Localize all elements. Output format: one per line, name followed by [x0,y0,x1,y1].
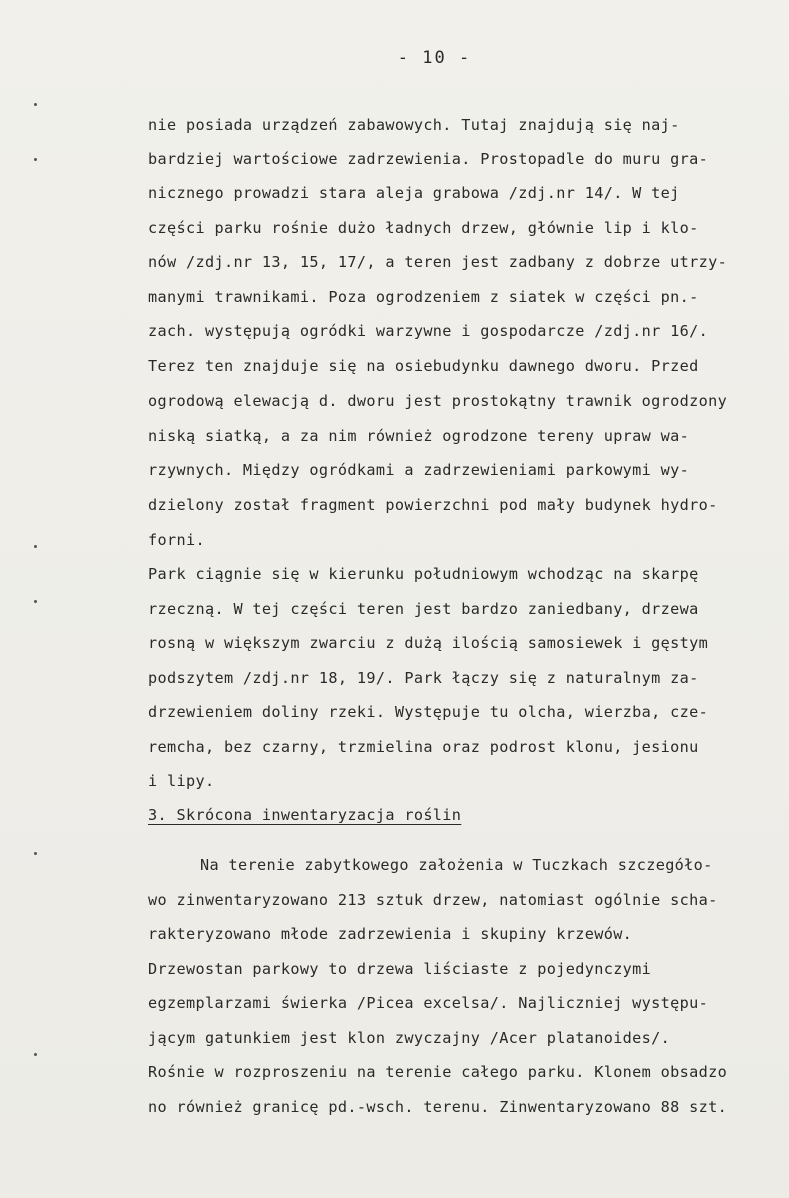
text-line: forni. [148,531,205,549]
text-line: manymi trawnikami. Poza ogrodzeniem z siatek w części pn.- [148,288,699,306]
text-line: bardziej wartościowe zadrzewienia. Prostopadle do muru gra- [148,150,709,168]
text-line: podszytem /zdj.nr 18, 19/. Park łączy się z naturalnym za- [148,669,699,687]
text-line: drzewieniem doliny rzeki. Występuje tu olcha, wierzba, cze- [148,703,709,721]
text-line: egzemplarzami świerka /Picea excelsa/. Najliczniej występu- [148,994,709,1012]
text-line: dzielony został fragment powierzchni pod mały budynek hydro- [148,496,718,514]
text-line: i lipy. [148,772,215,790]
margin-mark [34,103,37,106]
text-line: Rośnie w rozproszeniu na terenie całego parku. Klonem obsadzo [148,1063,728,1081]
margin-mark [34,545,37,548]
text-line: Drzewostan parkowy to drzewa liściaste z pojedynczymi [148,960,652,978]
text-line: nie posiada urządzeń zabawowych. Tutaj znajdują się naj- [148,116,680,134]
text-line: wo zinwentaryzowano 213 sztuk drzew, natomiast ogólnie scha- [148,891,718,909]
section-heading: 3. Skrócona inwentaryzacja roślin [148,806,462,824]
margin-mark [34,852,37,855]
text-line: rzeczną. W tej części teren jest bardzo zaniedbany, drzewa [148,600,699,618]
text-line: no również granicę pd.-wsch. terenu. Zinwentaryzowano 88 szt. [148,1098,728,1116]
text-line: jącym gatunkiem jest klon zwyczajny /Acer platanoides/. [148,1029,671,1047]
text-line: Park ciągnie się w kierunku południowym wchodząc na skarpę [148,565,699,583]
margin-mark [34,600,37,603]
text-line: Terez ten znajduje się na osiebudynku dawnego dworu. Przed [148,357,699,375]
text-line: remcha, bez czarny, trzmielina oraz podrost klonu, jesionu [148,738,699,756]
text-line: części parku rośnie dużo ładnych drzew, głównie lip i klo- [148,219,699,237]
text-line: ogrodową elewacją d. dworu jest prostokątny trawnik ogrodzony [148,392,728,410]
text-line: rakteryzowano młode zadrzewienia i skupiny krzewów. [148,925,633,943]
text-line: niską siatką, a za nim również ogrodzone tereny upraw wa- [148,427,690,445]
text-line: nów /zdj.nr 13, 15, 17/, a teren jest zadbany z dobrze utrzy- [148,253,728,271]
text-line: nicznego prowadzi stara aleja grabowa /zdj.nr 14/. W tej [148,184,680,202]
text-line: rosną w większym zwarciu z dużą ilością samosiewek i gęstym [148,634,709,652]
text-line: zach. występują ogródki warzywne i gospodarcze /zdj.nr 16/. [148,322,709,340]
page-number: - 10 - [397,48,472,68]
text-line: rzywnych. Między ogródkami a zadrzewieniami parkowymi wy- [148,461,690,479]
margin-mark [34,158,37,161]
text-line: Na terenie zabytkowego założenia w Tuczkach szczegóło- [200,856,713,874]
margin-mark [34,1053,37,1056]
